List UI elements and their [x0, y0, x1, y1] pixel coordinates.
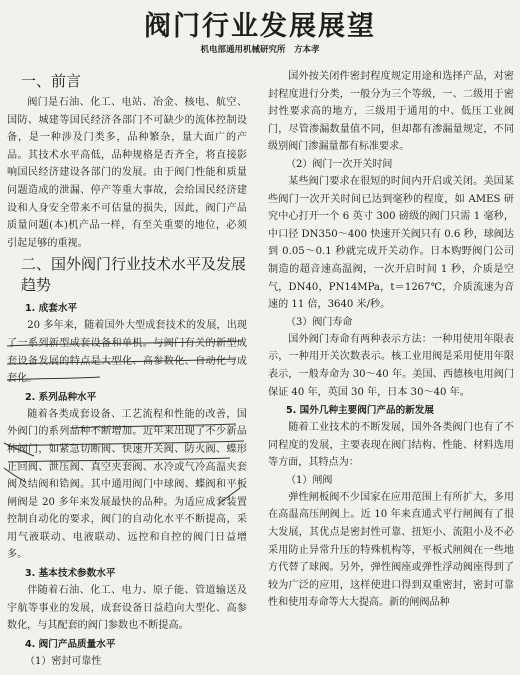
paragraph-complete-sets: 20 多年来，随着国外大型成套技术的发展，出现了一系列新型成套设备和单机。与阀门有关的新型成套设备发展的特点是大型化、高参数化、自动化与成套化。 — [7, 320, 247, 385]
section-heading-intro: 一、前言 — [21, 72, 82, 90]
left-column — [7, 68, 247, 668]
paragraph-valve-life: 国外阀门寿命有两种表示方法：一种用使用年限表示，一种用开关次数表示。核工业用阀是采用使用年限表示，一般寿命为 30～40 年。美国、西德核电用阀门保证 40 年，英国 30 年，日本 30～40 年。 — [268, 333, 514, 398]
article-author: 机电部通用机械研究所 方本孝 — [200, 45, 320, 55]
subheading-series-variety: 2. 系列品种水平 — [25, 391, 97, 403]
paragraph-series-variety: 随着各类成套设备、工艺流程和性能的改善，国外阀门的系列品种不断增加。近年来出现了不少新品种阀门，如紧急切断阀、快速开关阀、防火阀、蝶形止回阀、泄压阀、真空夹套阀、水冷或气冷高温夹套阀及结阀和锆阀。其中通用阀门中球阀、蝶阀和平板闸阀是 20 多年来发展最快的品种。为适应成套装置控制自动化的要求，阀门的自动化水平不断提高，采用气液联动、电液联动、远控和自控的阀门日益增多。 — [7, 408, 247, 561]
subheading-operating-time: （2）阀门一次开关时间 — [286, 158, 393, 170]
subheading-basic-parameters: 3. 基本技术参数水平 — [25, 568, 116, 580]
paragraph-basic-parameters: 伴随着石油、化工、电力、原子能、管道输送及宇航等事业的发展，成套设备日益趋向大型化、高参数化，与其配套的阀门参数也不断提高。 — [7, 585, 247, 632]
paragraph-operating-time: 某些阀门要求在很短的时间内开启或关闭。美国某些阀门一次开关时间已达到毫秒的程度，如 AMES 研究中心打开一个 6 英寸 300 磅级的阀门只需 1 毫秒，中口径 DN350～400 快速开关阀只有 0.6 秒，球阀达到 0.05～0.1 秒就完成开关动作。日本购野阀门公司制造的超音速高温阀，一次开启时间 1 秒，介质是空气，DN40，PN14MPa，t＝1267℃，介质流速为音速的 11 倍，3640 米/秒。 — [268, 175, 514, 311]
paragraph-new-developments: 随着工业技术的不断发展，国外各类阀门也有了不同程度的发展，主要表现在阀门结构、性能、材料选用等方面，其特点为： — [268, 422, 514, 469]
paragraph-seal-grades: 国外按关闭件密封程度规定用途和选择产品，对密封程度进行分类，一般分为三个等级，一、二级用于密封性要求高的地方，三级用于通用的中、低压工业阀门，尽管渗漏数量值不同，但却都有渗漏量规定，不同级别阀门渗漏量都有标准要求。 — [268, 71, 514, 153]
subheading-quality: 4. 阀门产品质量水平 — [25, 638, 116, 650]
subheading-gate-valve: （1）闸阀 — [286, 474, 333, 486]
subheading-seal-reliability: （1）密封可靠性 — [25, 655, 102, 667]
section-heading-international: 二、国外阀门行业技术水平及发展趋势 — [21, 255, 247, 295]
article-title: 阀门行业发展展望 — [144, 11, 376, 42]
right-column — [268, 68, 514, 668]
subheading-valve-life: （3）阀门寿命 — [286, 316, 353, 328]
subheading-complete-sets: 1. 成套水平 — [25, 303, 78, 315]
paragraph-gate-valve: 弹性闸板阀不少国家在应用范围上有所扩大，多用在高温高压闸阀上。近 10 年来直通式平行闸阀有了很大发展，其优点是密封性可靠、扭矩小、流阻小及不必采用防止异常升压的特殊机构等，平板式闸阀在一些地方代替了球阀。另外，弹性阀座或弹性浮动阀座得到了较为广泛的应用，这样使进口得到双重密封，密封可靠性和使用寿命等大大提高。新的闸阀品种 — [268, 491, 514, 609]
paragraph-intro: 阀门是石油、化工、电站、冶金、核电、航空、国防、城建等国民经济各部门不可缺少的流体控制设备，是一种涉及门类多，品种繁杂，量大面广的产品。其技术水平高低，品种规格是否齐全，将直接影响国民经济建设各部门的发展。由于阀门性能和质量问题造成的泄漏、停产等重大事故，会给国民经济建设和人身安全带来不可估量的损失，因此，阀门产品质量问题(本)机产品一样，有至关重要的地位，必须引起足够的重视。 — [7, 97, 247, 249]
subheading-new-developments: 5. 国外几种主要阀门产品的新发展 — [286, 405, 434, 417]
